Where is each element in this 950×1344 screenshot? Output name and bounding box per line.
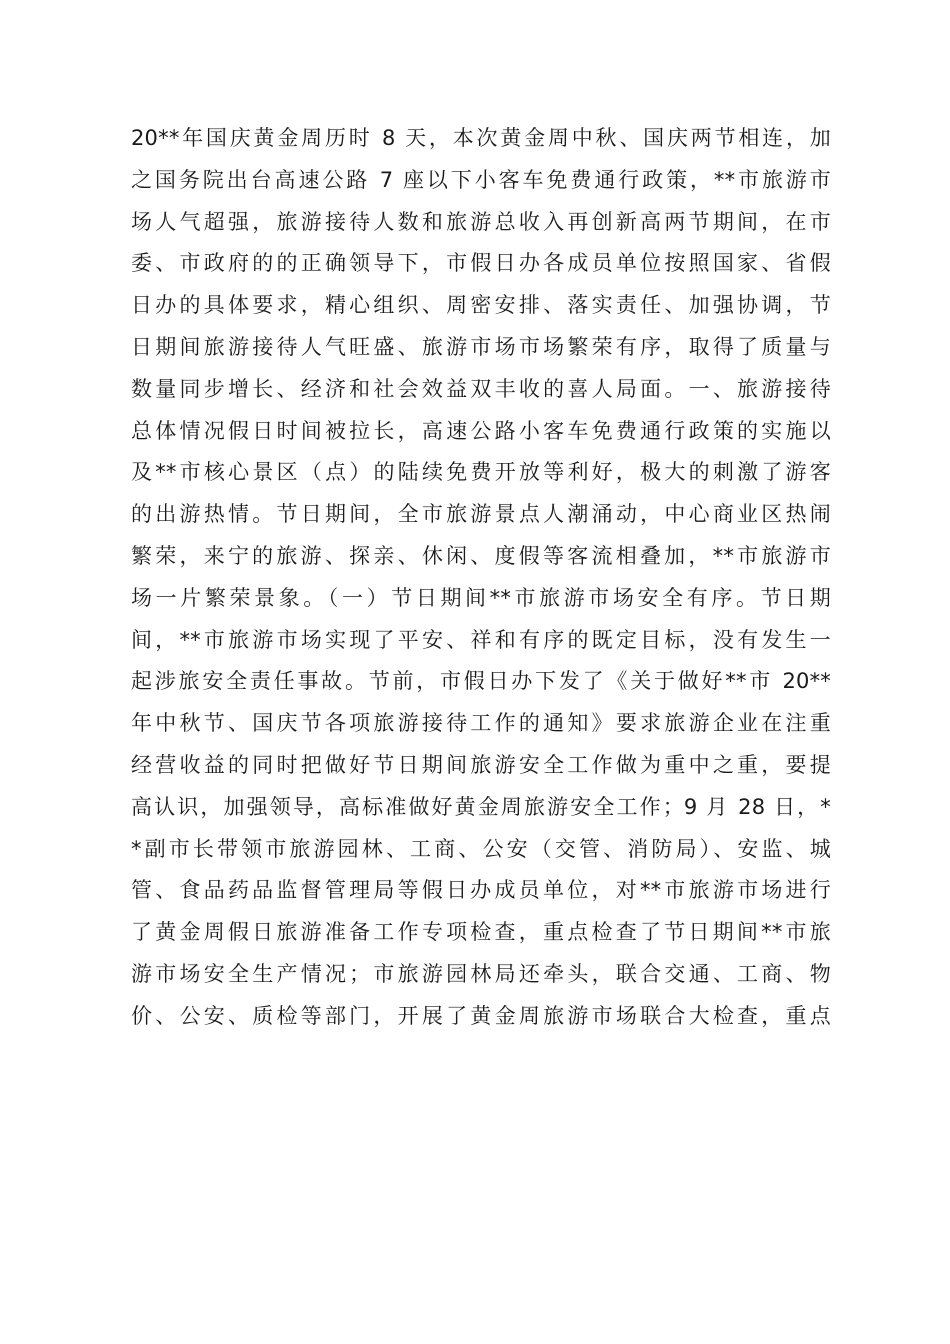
text-line: *副市长带领市旅游园林、工商、公安（交管、消防局）、安监、城	[131, 836, 831, 861]
text-line: 高认识，加强领导，高标准做好黄金周旅游安全工作；9 月 28 日，*	[131, 794, 831, 819]
text-line: 年中秋节、国庆节各项旅游接待工作的通知》要求旅游企业在注重	[131, 711, 831, 736]
text-line: 间，**市旅游市场实现了平安、祥和有序的既定目标，没有发生一	[131, 627, 831, 652]
text-line: 日期间旅游接待人气旺盛、旅游市场市场繁荣有序，取得了质量与	[131, 334, 831, 359]
text-line: 价、公安、质检等部门，开展了黄金周旅游市场联合大检查，重点	[131, 1003, 831, 1028]
text-line: 场一片繁荣景象。（一）节日期间**市旅游市场安全有序。节日期	[131, 585, 831, 610]
text-line: 日办的具体要求，精心组织、周密安排、落实责任、加强协调，节	[131, 293, 831, 318]
text-line: 经营收益的同时把做好节日期间旅游安全工作做为重中之重，要提	[131, 752, 831, 777]
text-line: 委、市政府的的正确领导下，市假日办各成员单位按照国家、省假	[131, 251, 831, 276]
text-line: 场人气超强，旅游接待人数和旅游总收入再创新高两节期间，在市	[131, 209, 831, 234]
text-line: 之国务院出台高速公路 7 座以下小客车免费通行政策，**市旅游市	[131, 167, 831, 192]
text-line: 了黄金周假日旅游准备工作专项检查，重点检查了节日期间**市旅	[131, 920, 831, 945]
text-line: 20**年国庆黄金周历时 8 天，本次黄金周中秋、国庆两节相连，加	[131, 126, 831, 150]
text-line: 管、食品药品监督管理局等假日办成员单位，对**市旅游市场进行	[131, 878, 831, 903]
text-line: 繁荣，来宁的旅游、探亲、休闲、度假等客流相叠加，**市旅游市	[131, 543, 831, 568]
text-line: 起涉旅安全责任事故。节前，市假日办下发了《关于做好**市 20**	[131, 669, 831, 694]
text-line: 及**市核心景区（点）的陆续免费开放等利好，极大的刺激了游客	[131, 460, 831, 485]
text-line: 总体情况假日时间被拉长，高速公路小客车免费通行政策的实施以	[131, 418, 831, 443]
text-line: 数量同步增长、经济和社会效益双丰收的喜人局面。一、旅游接待	[131, 376, 831, 401]
body-paragraph	[131, 118, 831, 1038]
text-line: 的出游热情。节日期间，全市旅游景点人潮涌动，中心商业区热闹	[131, 502, 831, 527]
text-line: 游市场安全生产情况；市旅游园林局还牵头，联合交通、工商、物	[131, 961, 831, 986]
